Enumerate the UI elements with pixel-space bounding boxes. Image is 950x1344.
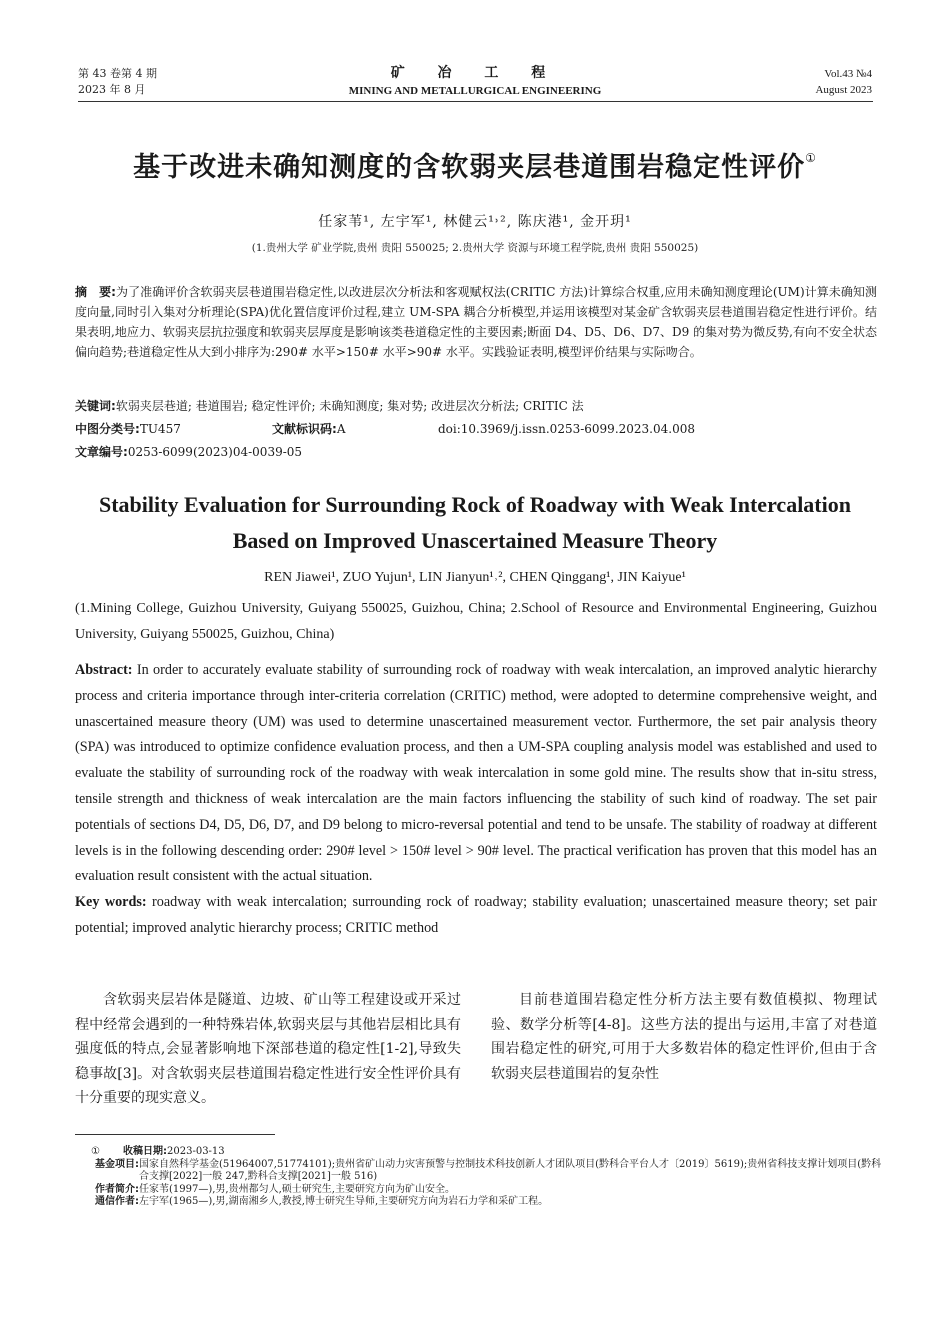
authors-cn: 任家苇¹, 左宇军¹, 林健云¹˒², 陈庆港¹, 金开玥¹ [318,214,632,230]
header-rule [78,101,873,102]
fund-label: 基金项目: [95,1158,139,1170]
paper-title-cn [0,145,950,184]
journal-name-en: MINING AND METALLURGICAL ENGINEERING [348,85,602,97]
keywords-cn-label: 关键词: [75,399,116,413]
footnote-mark: ① [91,1146,100,1157]
title-cn-text: 基于改进未确知测度的含软弱夹层巷道围岩稳定性评价 [133,152,806,183]
keywords-en-text: roadway with weak intercalation; surrounding rock of roadway; stability evaluation; unascertained measure theory; set pair potential; improved analytic hierarchy process; CRITIC method [75,894,877,936]
received-date: 2023-03-13 [167,1146,225,1157]
clc-row [75,419,181,439]
article-number-row [75,442,302,462]
abstract-en [75,658,877,942]
body-paragraph-2: 目前巷道围岩稳定性分析方法主要有数值模拟、物理试验、数学分析等[4-8]。这些方法的提出与运用,丰富了对巷道围岩稳定性的研究,可用于大多数岩体的稳定性评价,但由于含软弱夹层巷道围岩的复杂性 [491,992,877,1082]
affiliations-cn: (1.贵州大学 矿业学院,贵州 贵阳 550025; 2.贵州大学 资源与环境工程学院,贵州 贵阳 550025) [251,242,699,254]
abstract-en-label: Abstract: [75,662,133,678]
footnote-rule [75,1134,275,1135]
doi: doi:10.3969/j.issn.0253-6099.2023.04.008 [438,422,695,436]
abstract-en-text: In order to accurately evaluate stability of surrounding rock of roadway with weak intercalation, an improved analytic hierarchy process and criteria importance through inter-criteria correlation (CRITIC) method, were adopted to determine comprehensive weight, and unascertained measure theory (UM) was used to determine unascertained measurement vector. Furthermore, the set pair analysis theory (SPA) was introduced to optimize confidence evaluation process, and then a UM-SPA coupling analysis model was established and used to evaluate the stability of surrounding rock of the roadway with weak intercalation in some gold mine. The results show that in-situ stress, tensile strength and thickness of weak intercalation are the main factors influencing the stability of such kind of roadway. The set pair potentials of sections D4, D5, D6, D7, and D9 belong to micro-reversal potential and tend to be unsafe. The stability of roadway at different levels is in the following descending order: 290# level > 150# level > 90# level. The practical verification has proven that this model has an evaluation result consistent with the actual situation. [75,662,878,885]
received-label: 收稿日期: [123,1146,167,1157]
title-en-line-2: Based on Improved Unascertained Measure Theory [232,528,718,553]
body-paragraph-1: 含软弱夹层岩体是隧道、边坡、矿山等工程建设或开采过程中经常会遇到的一种特殊岩体,软弱夹层与其他岩层相比具有强度低的特点,会显著影响地下深部巷道的稳定性[1-2],导致失稳事故[3]。对含软弱夹层巷道围岩稳定性进行安全性评价具有十分重要的现实意义。 [75,992,461,1107]
article-number-label: 文章编号: [75,445,128,459]
journal-name [0,62,950,97]
body-column-right [491,988,877,1086]
clc-label: 中图分类号: [75,422,140,436]
affiliations-en: (1.Mining College, Guizhou University, Guiyang 550025, Guizhou, China; 2.School of Resource and Environmental Engineering, Guizhou University, Guiyang 550025, Guizhou, China) [75,601,877,642]
journal-name-cn: 矿 冶 工 程 [390,65,560,81]
keywords-en-label: Key words: [75,894,147,911]
doc-code-row [272,419,345,439]
doc-code-label: 文献标识码: [272,422,337,436]
footnote-corresponding [95,1196,885,1209]
date-en: August 2023 [815,84,872,96]
footnote-received [95,1146,885,1159]
footnotes [91,1146,885,1209]
corresponding-label: 通信作者: [95,1196,139,1207]
author-bio-text: 任家苇(1997—),男,贵州都匀人,硕士研究生,主要研究方向为矿山安全。 [139,1183,455,1195]
corresponding-text: 左宇军(1965—),男,湖南湘乡人,教授,博士研究生导师,主要研究方向为岩石力学和采矿工程。 [139,1196,549,1207]
keywords-en [75,890,877,942]
volume-cn: 第 43 卷第 4 期 [78,67,157,80]
title-footnote-mark: ① [805,151,817,165]
title-en-line-1: Stability Evaluation for Surrounding Rock of Roadway with Weak Intercalation [99,492,851,517]
date-cn: 2023 年 8 月 [78,83,146,96]
keywords-cn-text: 软弱夹层巷道; 巷道围岩; 稳定性评价; 未确知测度; 集对势; 改进层次分析法; CRITIC 法 [115,399,584,413]
abstract-cn [75,282,877,362]
abstract-cn-label: 摘 要: [75,285,116,299]
header-volume-en [815,66,872,98]
body-column-left [75,988,461,1111]
clc-value: TU457 [139,422,181,436]
doc-code-value: A [336,422,346,436]
author-bio-label: 作者简介: [95,1183,139,1195]
authors-en: REN Jiawei¹, ZUO Yujun¹, LIN Jianyun¹˒², CHEN Qinggang¹, JIN Kaiyue¹ [264,570,686,585]
article-number-value: 0253-6099(2023)04-0039-05 [127,445,303,459]
paper-title-en [0,487,950,559]
fund-text: 国家自然科学基金(51964007,51774101);贵州省矿山动力灾害预警与控制技术科技创新人才团队项目(黔科合平台人才〔2019〕5619);贵州省科技支撑计划项目(黔科合支撑[2022]一般 247,黔科合支撑[2021]一般 516) [139,1158,882,1182]
abstract-cn-text: 为了准确评价含软弱夹层巷道围岩稳定性,以改进层次分析法和客观赋权法(CRITIC 方法)计算综合权重,应用未确知测度理论(UM)计算未确知测度向量,同时引入集对分析理论(SPA)优化置信度评价过程,建立 UM-SPA 耦合分析模型,并运用该模型对某金矿含软弱夹层巷道围岩稳定性进行评价。结果表明,地应力、软弱夹层抗拉强度和软弱夹层厚度是影响该类巷道稳定性的主要因素;断面 D4、D5、D6、D7、D9 的集对势为微反势,有向不安全状态偏向趋势;巷道稳定性从大到小排序为:290# 水平>150# 水平>90# 水平。实践验证表明,模型评价结果与实际吻合。 [75,285,877,359]
keywords-cn [75,396,877,416]
footnote-fund [95,1159,885,1184]
footnote-author [95,1184,885,1197]
volume-en: Vol.43 №4 [824,68,872,80]
